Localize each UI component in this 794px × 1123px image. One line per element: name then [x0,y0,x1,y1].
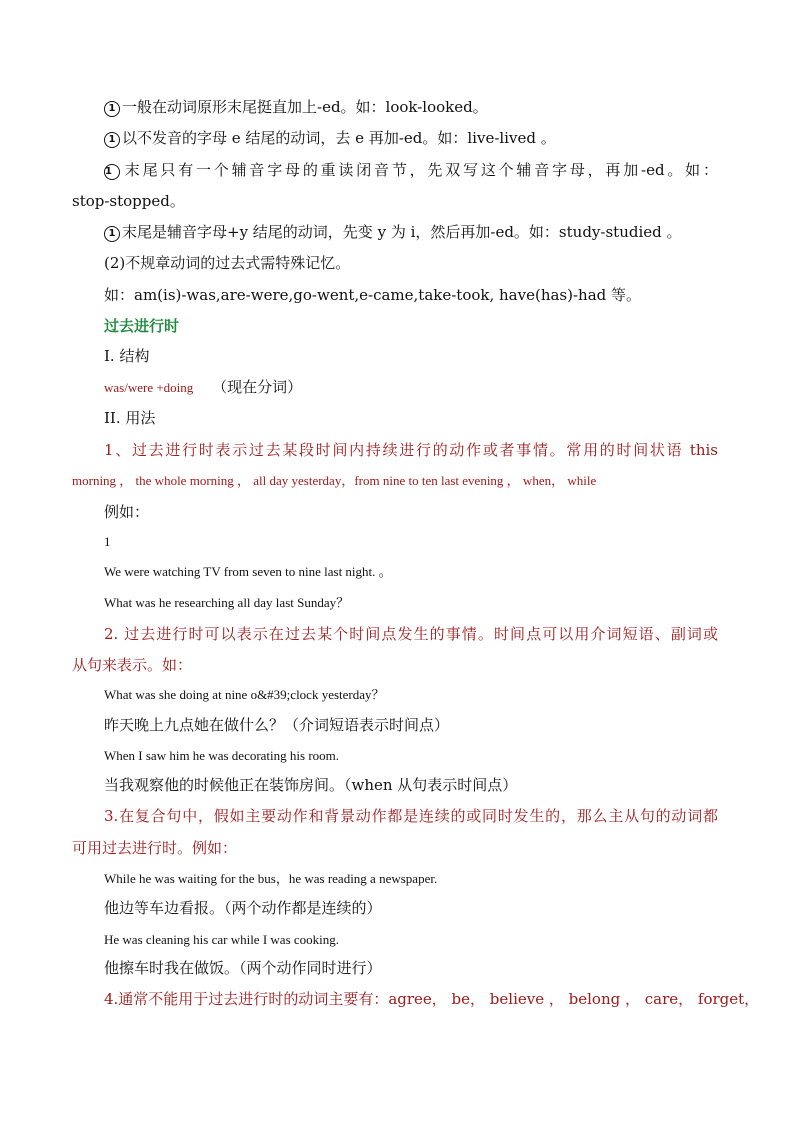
usage-3-example-1-translation: 他边等车边看报。（两个动作都是连续的） [104,899,382,917]
rule-3-text: 末尾只有一个辅音字母的重读闭音节，先双写这个辅音字母，再加-ed。如： [122,161,718,179]
rule-4 [104,222,682,242]
rule-1-text: 一般在动词原形末尾挺直加上-ed。如：look-looked。 [122,98,488,116]
example-number: 1 [104,534,111,549]
structure-line [104,377,302,398]
rule-3-cont: stop-stopped。 [72,192,185,210]
usage-4-line [104,989,759,1009]
usage-2-line-cont: 从句来表示。如： [72,656,193,674]
structure-note: （现在分词） [212,378,303,396]
structure-heading: I. 结构 [104,347,150,365]
circled-number: 1 [104,101,120,117]
usage-2-line: 2. 过去进行时可以表示在过去某个时间点发生的事情。时间点可以用介词短语、副词或 [104,625,718,643]
usage-3-example-2-translation: 他擦车时我在做饭。（两个动作同时进行） [104,959,382,977]
structure-formula: was/were +doing [104,380,194,395]
rule-2 [104,128,556,148]
irregular-examples: 如：am(is)-was,are-were,go-went,e-came,take-took, have(has)-had 等。 [104,286,642,304]
usage-1-example-1: We were watching TV from seven to nine last night. 。 [104,564,392,579]
section-title: 过去进行时 [104,317,180,335]
usage-2-example-1: What was she doing at nine o&#39;clock yesterday？ [104,687,385,702]
usage-3-line: 3.在复合句中，假如主要动作和背景动作都是连续的或同时发生的，那么主从句的动词都 [104,807,718,825]
circled-number: 1 [104,164,120,180]
usage-1-line: 1、过去进行时表示过去某段时间内持续进行的动作或者事情。常用的时间状语 this [104,441,718,459]
usage-heading: II. 用法 [104,409,156,427]
usage-3-line-cont: 可用过去进行时。例如： [72,839,238,857]
rule-1 [104,97,488,117]
usage-1-example-2: What was he researching all day last Sunday？ [104,595,350,610]
usage-4-text: 4.通常不能用于过去进行时的动词主要有：agree， be， believe ， belong ， care， forget， [104,990,760,1008]
rule-2-text: 以不发音的字母 e 结尾的动词，去 e 再加-ed。如：live-lived 。 [122,129,556,147]
irregular-verbs-note: (2)不规章动词的过去式需特殊记忆。 [104,254,351,272]
usage-3-example-2: He was cleaning his car while I was cooking. [104,932,340,947]
example-label: 例如： [104,503,150,521]
rule-4-text: 末尾是辅音字母+y 结尾的动词，先变 y 为 i，然后再加-ed。如：study-studied 。 [122,223,682,241]
usage-2-example-2: When I saw him he was decorating his room. [104,748,340,763]
usage-2-example-2-translation: 当我观察他的时候他正在装饰房间。（when 从句表示时间点） [104,776,518,794]
usage-1-adverbials: morning ， the whole morning ， all day yesterday，from nine to ten last evening ， when， while [72,473,597,488]
usage-3-example-1: While he was waiting for the bus，he was reading a newspaper. [104,871,438,886]
usage-2-example-1-translation: 昨天晚上九点她在做什么？（介词短语表示时间点） [104,716,450,734]
circled-number: 1 [104,132,120,148]
rule-3 [104,160,718,180]
circled-number: 1 [104,226,120,242]
